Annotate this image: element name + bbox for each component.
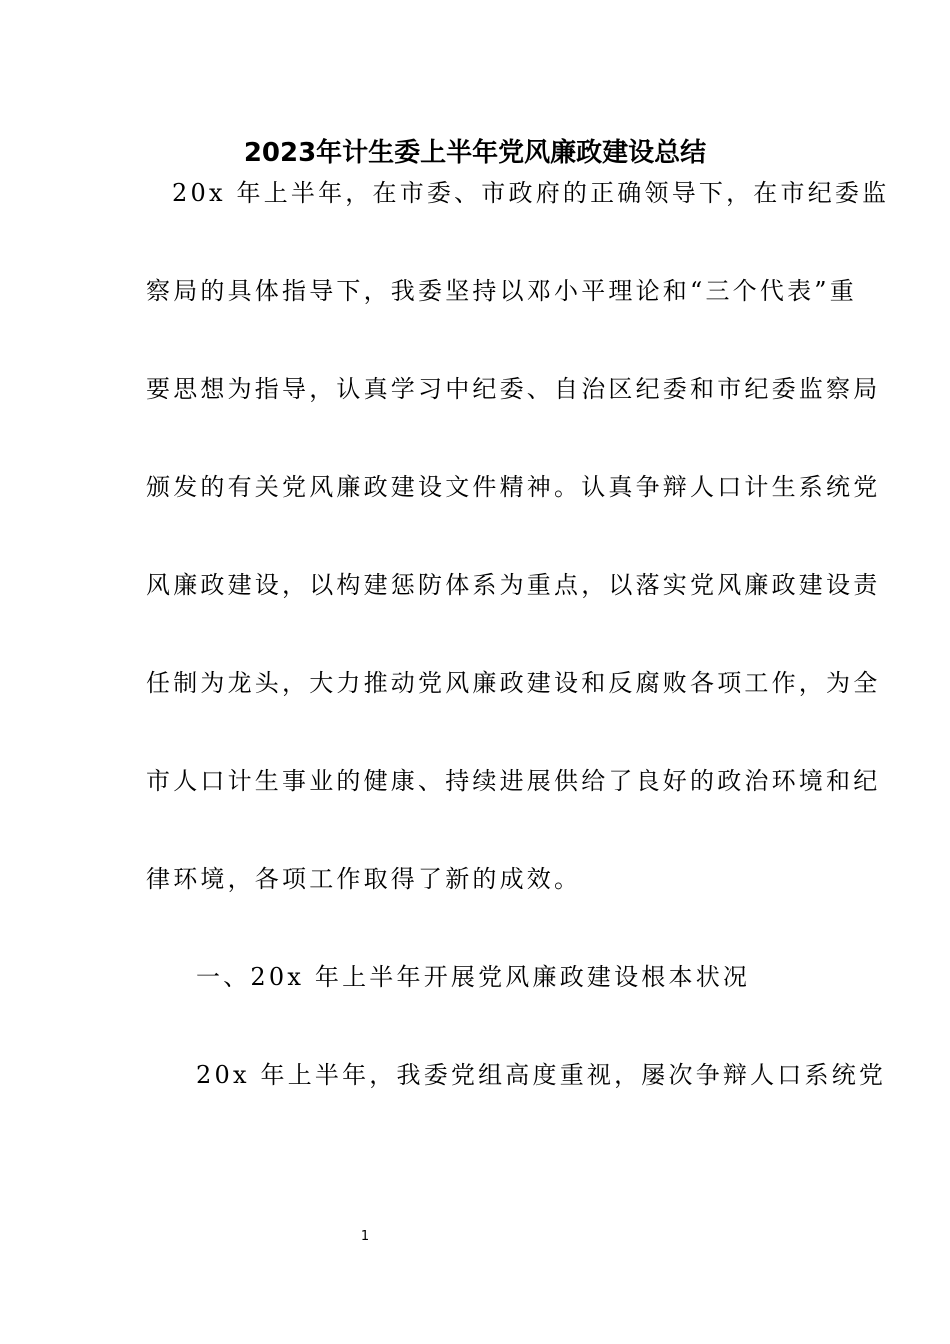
document-title: 2023年计生委上半年党风廉政建设总结 [243,138,707,168]
paragraph-line: 任制为龙头，大力推动党风廉政建设和反腐败各项工作，为全 [146,669,881,697]
section-heading: 一、20x 年上半年开展党风廉政建设根本状况 [196,963,751,991]
paragraph-line: 察局的具体指导下，我委坚持以邓小平理论和“三个代表”重 [146,277,857,305]
paragraph-line: 20x 年上半年，我委党组高度重视，屡次争辩人口系统党 [196,1061,887,1089]
paragraph-line: 20x 年上半年，在市委、市政府的正确领导下，在市纪委监 [172,179,890,207]
paragraph-line: 要思想为指导，认真学习中纪委、自治区纪委和市纪委监察局 [146,375,881,403]
paragraph-line: 颁发的有关党风廉政建设文件精神。认真争辩人口计生系统党 [146,473,881,501]
paragraph-line: 律环境，各项工作取得了新的成效。 [146,865,582,893]
paragraph-line: 市人口计生事业的健康、持续进展供给了良好的政治环境和纪 [146,767,881,795]
page-number: 1 [360,1229,370,1244]
paragraph-line: 风廉政建设，以构建惩防体系为重点，以落实党风廉政建设责 [146,571,881,599]
